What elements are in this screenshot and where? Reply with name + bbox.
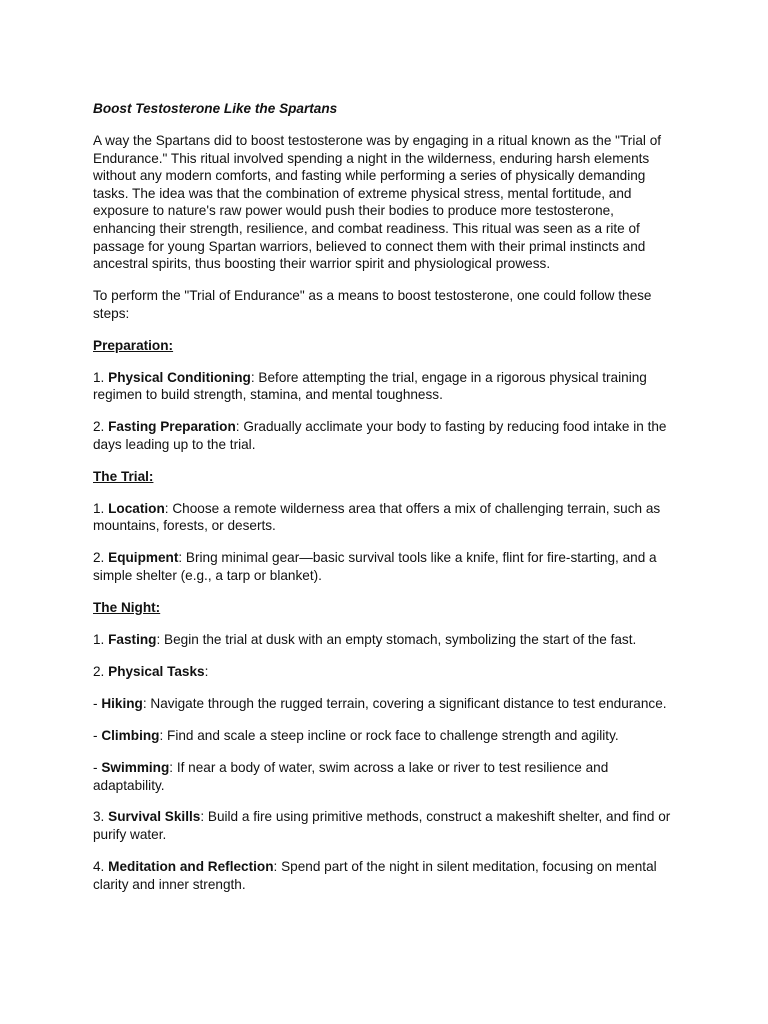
list-item — [93, 858, 673, 893]
list-item — [93, 549, 673, 584]
list-item — [93, 695, 673, 713]
item-text: : Bring minimal gear—basic survival tools like a knife, flint for fire-starting, and a simple shelter (e.g., a tarp or blanket). — [93, 550, 657, 583]
list-item — [93, 418, 673, 453]
list-item — [93, 500, 673, 535]
list-item — [93, 759, 673, 794]
steps-intro-paragraph: To perform the "Trial of Endurance" as a means to boost testosterone, one could follow these steps: — [93, 288, 652, 321]
item-term: Physical Tasks — [108, 663, 205, 679]
item-prefix: - — [93, 695, 102, 711]
list-item — [93, 631, 673, 649]
document-title: Boost Testosterone Like the Spartans — [93, 101, 338, 116]
list-item — [93, 663, 673, 681]
item-text: : Choose a remote wilderness area that offers a mix of challenging terrain, such as mountains, forests, or deserts. — [93, 500, 661, 534]
item-term: Hiking — [101, 695, 143, 711]
item-text: : If near a body of water, swim across a lake or river to test resilience and adaptability. — [93, 759, 609, 793]
item-prefix: 2. — [93, 550, 109, 566]
item-term: Survival Skills — [108, 809, 201, 825]
item-text: : — [204, 663, 209, 679]
item-term: Physical Conditioning — [108, 369, 251, 385]
list-item — [93, 808, 673, 843]
list-item — [93, 369, 673, 404]
night-heading: The Night: — [93, 599, 161, 615]
item-text: : Build a fire using primitive methods, construct a makeshift shelter, and find or purify water. — [93, 809, 671, 843]
list-item — [93, 727, 673, 745]
item-text: : Before attempting the trial, engage in a rigorous physical training regimen to build strength, stamina, and mental toughness. — [93, 369, 647, 403]
item-prefix: 4. — [93, 859, 109, 875]
preparation-heading: Preparation: — [93, 337, 174, 353]
item-term: Fasting — [108, 631, 157, 647]
item-text: : Navigate through the rugged terrain, covering a significant distance to test endurance. — [142, 695, 667, 711]
item-text: : Gradually acclimate your body to fasting by reducing food intake in the days leading up to the trial. — [93, 419, 667, 452]
item-prefix: - — [93, 759, 102, 775]
intro-paragraph: A way the Spartans did to boost testosterone was by engaging in a ritual known as the "Trial of Endurance." This ritual involved spending a night in the wilderness, enduring harsh elements without any modern comforts, and fasting while performing a series of physically demanding tasks. The idea was that the combination of extreme physical stress, mental fortitude, and exposure to nature's raw power would push their bodies to produce more testosterone, enhancing their strength, resilience, and combat readiness. This ritual was seen as a rite of passage for young Spartan warriors, believed to connect them with their primal instincts and ancestral spirits, thus boosting their warrior spirit and physiological prowess. — [93, 132, 662, 272]
item-term: Climbing — [101, 727, 160, 743]
item-prefix: - — [93, 727, 102, 743]
item-prefix: 1. — [93, 500, 109, 516]
item-text: : Begin the trial at dusk with an empty stomach, symbolizing the start of the fast. — [156, 631, 637, 647]
item-text: : Spend part of the night in silent meditation, focusing on mental clarity and inner strength. — [93, 859, 657, 892]
item-prefix: 1. — [93, 631, 109, 647]
item-prefix: 2. — [93, 663, 109, 679]
trial-heading: The Trial: — [93, 468, 154, 484]
item-term: Swimming — [101, 759, 170, 775]
document-page — [93, 100, 673, 908]
item-text: : Find and scale a steep incline or rock face to challenge strength and agility. — [159, 727, 619, 743]
item-prefix: 1. — [93, 369, 109, 385]
item-prefix: 2. — [93, 419, 109, 435]
item-term: Meditation and Reflection — [108, 859, 274, 875]
item-term: Fasting Preparation — [108, 419, 236, 435]
item-prefix: 3. — [93, 809, 109, 825]
item-term: Location — [108, 500, 165, 516]
item-term: Equipment — [108, 550, 179, 566]
